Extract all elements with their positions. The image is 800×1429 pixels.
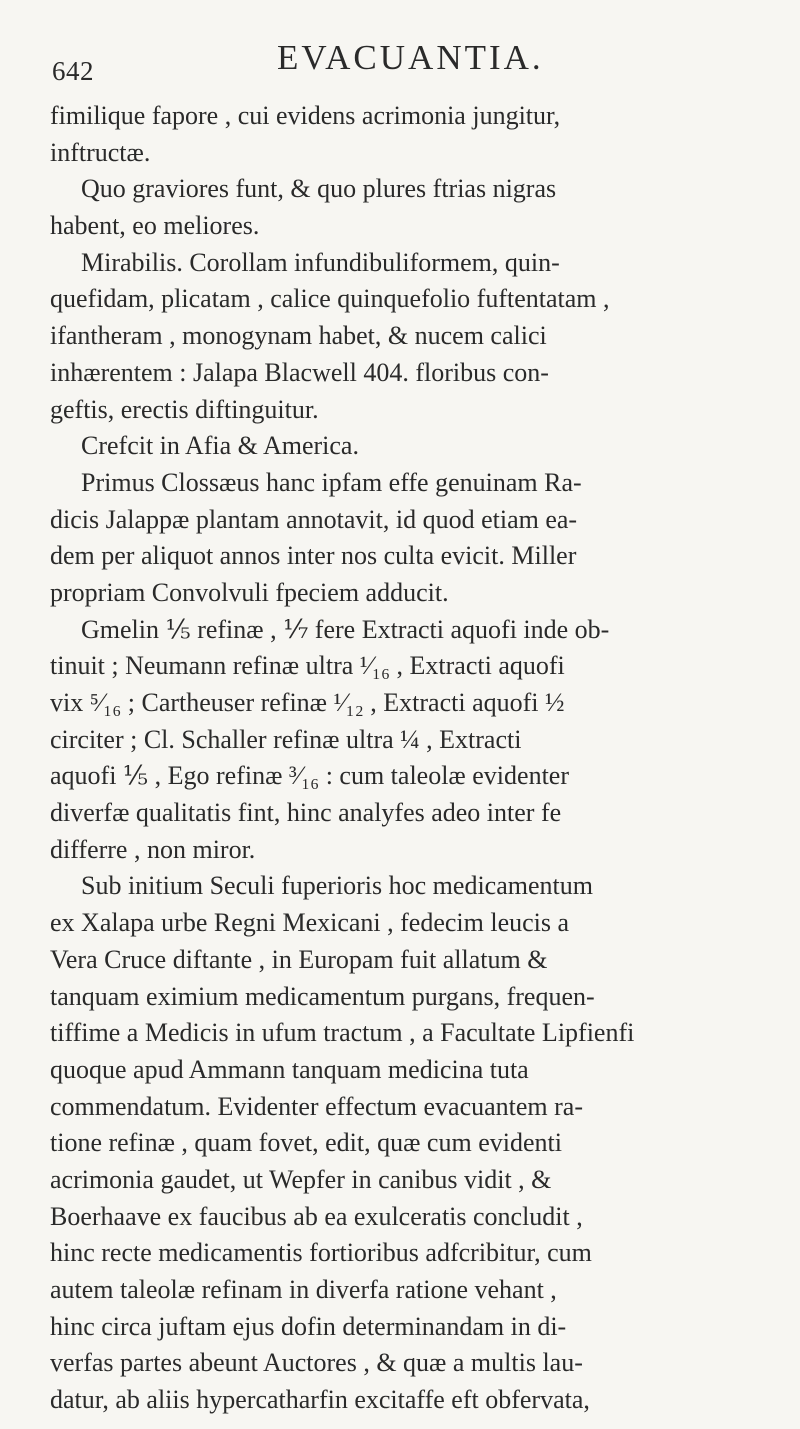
text-line: Gmelin ⅕ refinæ , ⅐ fere Extracti aquofi inde ob- [81, 614, 610, 644]
body-text [50, 98, 770, 1419]
text-line: Crefcit in Afia & America. [81, 431, 359, 461]
text-line: Primus Clossæus hanc ipfam effe genuinam Ra- [81, 467, 582, 497]
text-line: commendatum. Evidenter effectum evacuantem ra- [50, 1091, 583, 1121]
text-line: differre , non miror. [50, 834, 256, 864]
text-line: quoque apud Ammann tanquam medicina tuta [50, 1054, 529, 1084]
text-line: hinc recte medicamentis fortioribus adfcribitur, cum [50, 1238, 592, 1268]
text-line: tanquam eximium medicamentum purgans, frequen- [50, 981, 595, 1011]
text-line: dicis Jalappæ plantam annotavit, id quod etiam ea- [50, 504, 578, 534]
text-line: Mirabilis. Corollam infundibuliformem, quin- [81, 247, 560, 277]
text-line: hinc circa juftam ejus dofin determinandam in di- [50, 1311, 567, 1341]
running-head: EVACUANTIA. [277, 38, 544, 77]
text-line: autem taleolæ refinam in diverfa ratione vehant , [50, 1275, 557, 1304]
text-line: ex Xalapa urbe Regni Mexicani , fedecim leucis a [50, 908, 570, 938]
text-line: fimilique fapore , cui evidens acrimonia jungitur, [50, 101, 561, 130]
text-line: acrimonia gaudet, ut Wepfer in canibus vidit , & [50, 1164, 552, 1194]
text-line: tiffime a Medicis in ufum tractum , a Facultate Lipfienfi [50, 1018, 635, 1048]
text-line: datur, ab aliis hypercatharfin excitaffe eft obfervata, [50, 1385, 590, 1415]
page-number: 642 [52, 56, 94, 86]
text-line: circiter ; Cl. Schaller refinæ ultra ¼ , Extracti [50, 724, 522, 754]
text-line: Vera Cruce diftante , in Europam fuit allatum & [50, 944, 548, 974]
text-line: Sub initium Seculi fuperioris hoc medicamentum [81, 871, 593, 901]
text-line: aquofi ⅕ , Ego refinæ ³⁄₁₆ : cum taleolæ evidenter [50, 761, 569, 791]
text-line: inhærentem : Jalapa Blacwell 404. floribus con- [50, 357, 549, 387]
text-line: tione refinæ , quam fovet, edit, quæ cum evidenti [50, 1128, 562, 1158]
text-line: propriam Convolvuli fpeciem adducit. [50, 577, 449, 607]
text-line: tinuit ; Neumann refinæ ultra ¹⁄₁₆ , Extracti aquofi [50, 651, 565, 681]
text-line: geftis, erectis diftinguitur. [50, 394, 319, 424]
page-header [52, 38, 752, 88]
text-line: inftructæ. [50, 137, 151, 167]
text-line: Boerhaave ex faucibus ab ea exulceratis concludit , [50, 1201, 583, 1231]
text-line: quefidam, plicatam , calice quinquefolio fuftentatam , [50, 284, 610, 314]
text-line: dem per aliquot annos inter nos culta evicit. Miller [50, 541, 577, 571]
text-line: vix ⁵⁄₁₆ ; Cartheuser refinæ ¹⁄₁₂ , Extracti aquofi ½ [50, 688, 565, 717]
text-line: diverfæ qualitatis fint, hinc analyfes adeo inter fe [50, 798, 562, 828]
text-line: Quo graviores funt, & quo plures ftrias nigras [81, 174, 557, 204]
text-line: ifantheram , monogynam habet, & nucem calici [50, 321, 547, 351]
text-line: verfas partes abeunt Auctores , & quæ a multis lau- [50, 1348, 583, 1378]
text-line: habent, eo meliores. [50, 211, 260, 241]
